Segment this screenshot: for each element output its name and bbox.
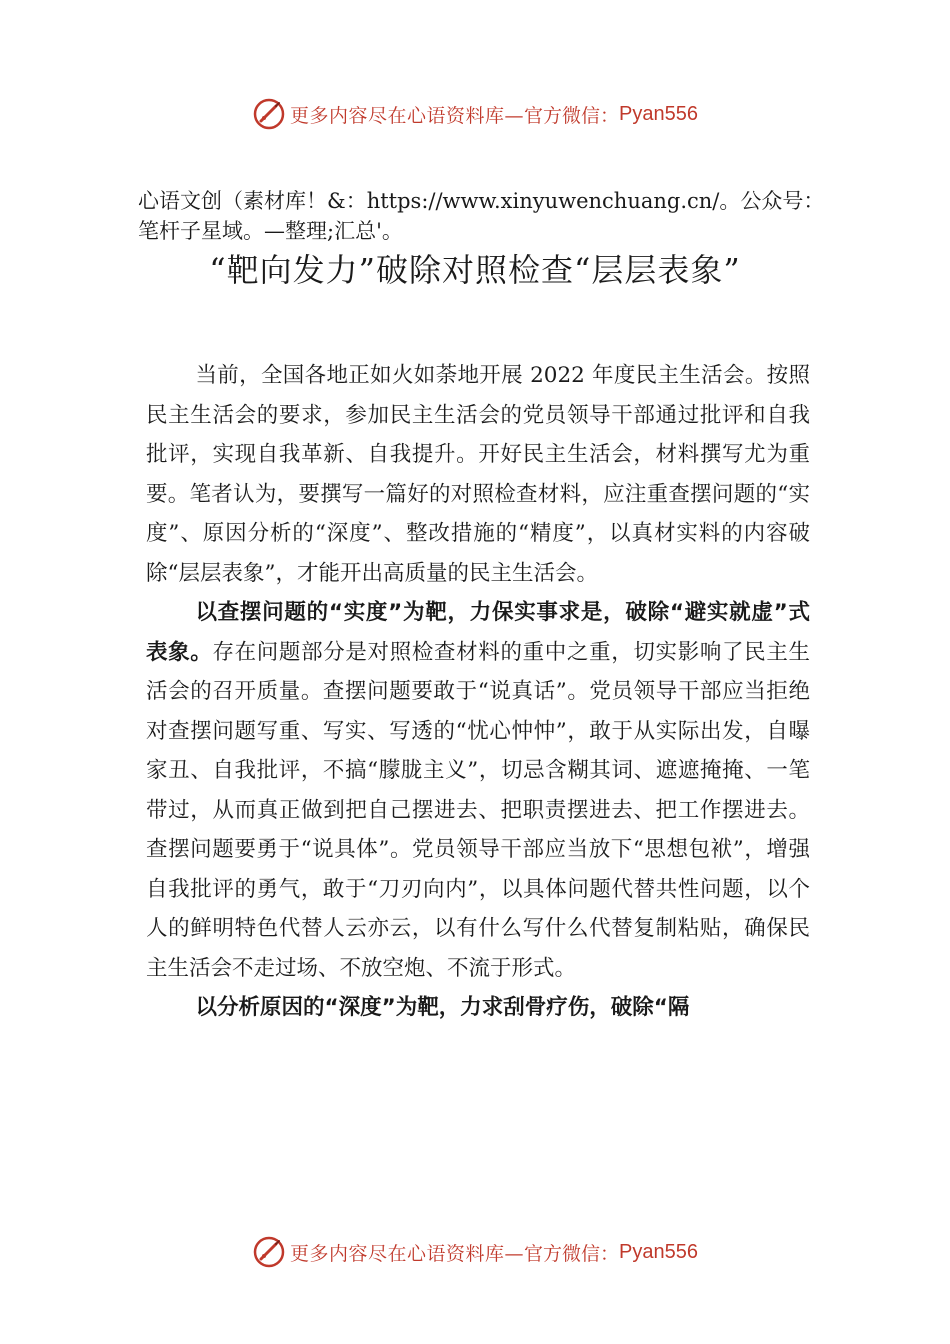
banner-slogan: 更多内容尽在心语资料库—	[290, 104, 525, 127]
header-banner	[0, 94, 950, 134]
paragraph	[146, 593, 810, 988]
banner-wechat-id: Pyan556	[619, 1240, 698, 1263]
article-body	[146, 356, 810, 1028]
banner-slogan: 更多内容尽在心语资料库—	[290, 1242, 525, 1265]
paragraph-lead: 以查摆问题的“实度”为靶，力保实事求是，破除“避实就虚”式表象。	[146, 600, 810, 665]
banner-wechat-label: 官方微信：	[524, 104, 620, 127]
brand-logo-icon	[252, 1235, 286, 1269]
banner-wechat-label: 官方微信：	[524, 1242, 620, 1265]
paragraph	[146, 988, 810, 1028]
paragraph-text: 存在问题部分是对照检查材料的重中之重，切实影响了民主生活会的召开质量。查摆问题要敢于“说真话”。党员领导干部应当拒绝对查摆问题写重、写实、写透的“忧心忡忡”，敢于从实际出发，自曝家丑、自我批评，不搞“朦胧主义”，切忌含糊其词、遮遮掩掩、一笔带过，从而真正做到把自己摆进去、把职责摆进去、把工作摆进去。查摆问题要勇于“说具体”。党员领导干部应当放下“思想包袱”，增强自我批评的勇气，敢于“刀刃向内”，以具体问题代替共性问题，以个人的鲜明特色代替人云亦云，以有什么写什么代替复制粘贴，确保民主生活会不走过场、不放空炮、不流于形式。	[146, 639, 810, 981]
paragraph-lead: 以分析原因的“深度”为靶，力求刮骨疗伤，破除“隔	[195, 995, 690, 1020]
footer-banner	[0, 1232, 950, 1272]
banner-wechat-id: Pyan556	[619, 102, 698, 125]
source-line: 心语文创（素材库！&：https://www.xinyuwenchuang.cn/。公众号：笔杆子星域。—整理;汇总'。	[138, 189, 825, 243]
paragraph	[146, 356, 810, 593]
article-title: “靶向发力”破除对照检查“层层表象”	[209, 251, 741, 289]
paragraph-text: 当前，全国各地正如火如荼地开展 2022 年度民主生活会。按照民主生活会的要求，参加民主生活会的党员领导干部通过批评和自我批评，实现自我革新、自我提升。开好民主生活会，材料撰写尤为重要。笔者认为，要撰写一篇好的对照检查材料，应注重查摆问题的“实度”、原因分析的“深度”、整改措施的“精度”，以真材实料的内容破除“层层表象”，才能开出高质量的民主生活会。	[146, 363, 810, 586]
brand-logo-icon	[252, 97, 286, 131]
